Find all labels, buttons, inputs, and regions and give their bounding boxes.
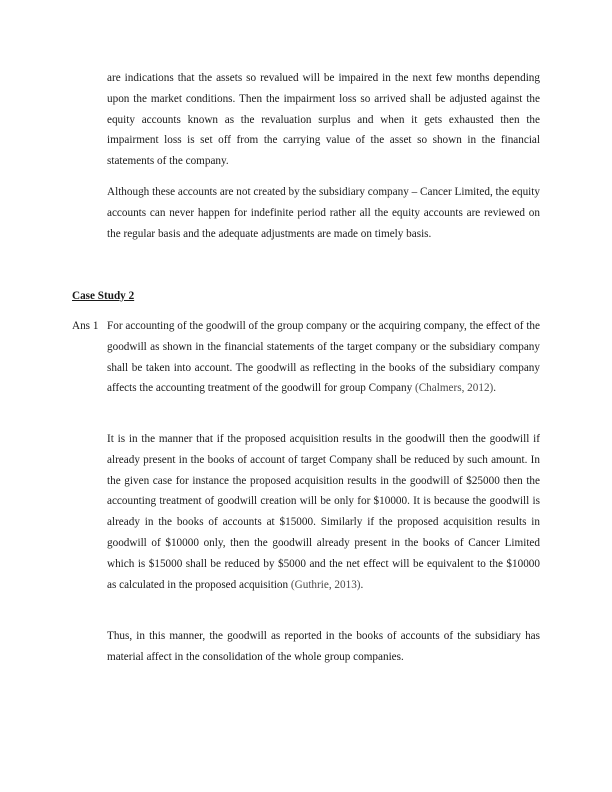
paragraph-goodwill-accounting [107, 316, 540, 399]
answer-label: Ans 1 [72, 320, 99, 332]
paragraph-text: It is in the manner that if the proposed acquisition results in the goodwill then the goodwill if already present in the books of account of target Company shall be reduced by such amount. In the given case for instance the proposed acquisition results in the goodwill of $25000 then the accounting treatment of goodwill creation will be only for $10000. It is because the goodwill is already in the books of accounts at $15000. Similarly if the proposed acquisition results in goodwill of $10000 only, then the goodwill already present in the books of Cancer Limited which is $15000 shall be reduced by $5000 and the net effect will be equivalent to the $10000 as calculated in the proposed acquisition [107, 433, 540, 591]
sentence-end: . [360, 578, 364, 591]
paragraph-text: are indications that the assets so revalued will be impaired in the next few months depending upon the market conditions. Then the impairment loss so arrived shall be adjusted against the equity accounts known as the revaluation surplus and when it gets exhausted then the impairment loss is set off from the carrying value of the asset so shown in the financial statements of the company. [107, 72, 540, 168]
citation-chalmers: (Chalmers, 2012) [414, 382, 494, 395]
paragraph-conclusion [107, 626, 540, 668]
paragraph-impairment [107, 68, 540, 172]
sentence-end: . [493, 382, 497, 395]
paragraph-text: For accounting of the goodwill of the group company or the acquiring company, the effect of the goodwill as shown in the financial statements of the target company or the subsidiary company shall be taken into account. The goodwill as reflecting in the books of the subsidiary company affects the accounting treatment of the goodwill for group Company [107, 320, 540, 395]
citation-guthrie: (Guthrie, 2013) [290, 578, 361, 591]
paragraph-text: Although these accounts are not created by the subsidiary company – Cancer Limited, the equity accounts can never happen for indefinite period rather all the equity accounts are reviewed on the regular basis and the adequate adjustments are made on timely basis. [107, 186, 540, 240]
case-study-heading: Case Study 2 [72, 290, 135, 302]
paragraph-equity-review [107, 182, 540, 244]
paragraph-goodwill-example [107, 429, 540, 595]
paragraph-text: Thus, in this manner, the goodwill as reported in the books of accounts of the subsidiary has material affect in the consolidation of the whole group companies. [107, 630, 540, 663]
